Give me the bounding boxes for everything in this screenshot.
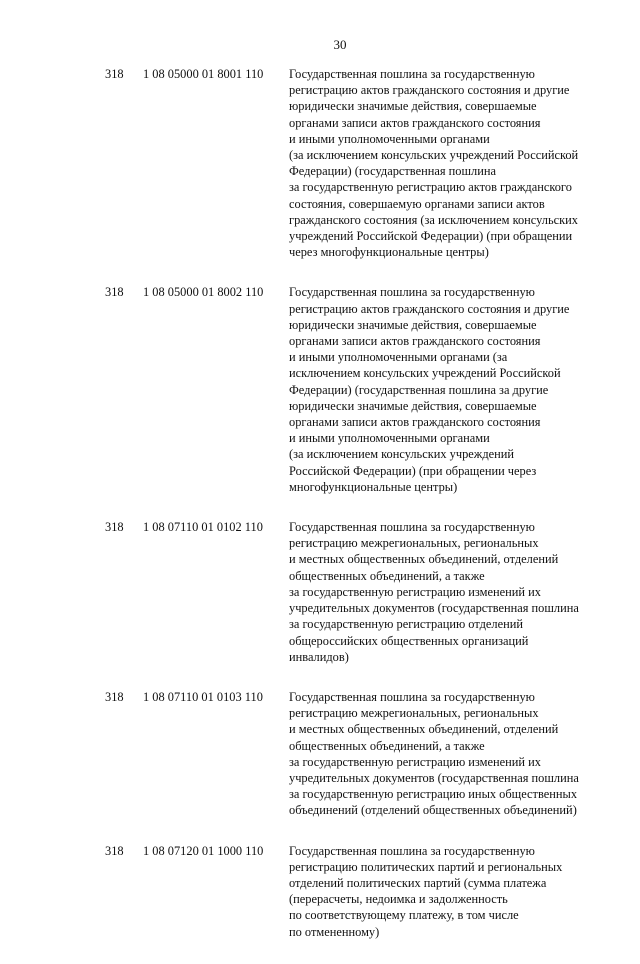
page-number: 30 [333, 37, 347, 52]
description-line: Государственная пошлина за государственную [289, 689, 535, 704]
description-line: отделений политических партий (сумма платежа [289, 875, 547, 890]
description-line: и местных общественных объединений, отделений [289, 552, 559, 567]
kbk-code: 1 08 05000 01 8002 110 [143, 285, 264, 300]
description-line: (за исключением консульских учреждений Российской [289, 148, 579, 163]
description-line: юридически значимые действия, совершаемые [289, 317, 537, 332]
description-line: Российской Федерации) (при обращении через [289, 463, 537, 478]
description-line: (перерасчеты, недоимка и задолженность [289, 892, 508, 907]
admin-code: 318 [105, 285, 124, 300]
description-line: регистрацию межрегиональных, региональных [289, 706, 539, 721]
description-line: юридически значимые действия, совершаемые [289, 398, 537, 413]
kbk-table [0, 66, 640, 964]
row-description [289, 66, 609, 260]
row-description [289, 284, 609, 495]
description-line: общероссийских общественных организаций [289, 633, 529, 648]
admin-code: 318 [105, 843, 124, 858]
description-line: через многофункциональные центры) [289, 245, 489, 260]
description-line: состояния, совершаемую органами записи актов [289, 196, 545, 211]
description-line: по отмененному) [289, 924, 380, 939]
row-description [289, 689, 609, 819]
kbk-code: 1 08 07120 01 1000 110 [143, 843, 264, 858]
description-line: и иными уполномоченными органами [289, 131, 490, 146]
description-line: органами записи актов гражданского состояния [289, 115, 541, 130]
kbk-code: 1 08 05000 01 8001 110 [143, 67, 264, 81]
description-line: за государственную регистрацию актов гражданского [289, 180, 572, 195]
table-row [0, 66, 640, 260]
description-line: инвалидов) [289, 649, 349, 664]
description-line: Государственная пошлина за государственную [289, 520, 535, 535]
description-line: Федерации) (государственная пошлина [289, 164, 496, 179]
description-line: Федерации) (государственная пошлина за другие [289, 382, 549, 397]
description-line: за государственную регистрацию иных общественных [289, 787, 578, 802]
description-line: органами записи актов гражданского состояния [289, 415, 541, 430]
description-line: гражданского состояния (за исключением консульских [289, 212, 578, 227]
description-line: и иными уполномоченными органами (за [289, 350, 508, 365]
description-line: регистрацию актов гражданского состояния и другие [289, 83, 570, 98]
row-description [289, 843, 609, 940]
row-description [289, 519, 609, 665]
description-line: (за исключением консульских учреждений [289, 447, 515, 462]
description-line: за государственную регистрацию изменений их [289, 584, 541, 599]
description-line: Государственная пошлина за государственную [289, 285, 535, 300]
description-line: Государственная пошлина за государственную [289, 67, 535, 81]
kbk-code: 1 08 07110 01 0103 110 [143, 689, 263, 704]
table-row [0, 843, 640, 940]
table-row [0, 519, 640, 665]
description-line: многофункциональные центры) [289, 479, 458, 494]
description-line: и иными уполномоченными органами [289, 431, 490, 446]
table-row [0, 284, 640, 495]
description-line: Государственная пошлина за государственную [289, 843, 535, 858]
kbk-code: 1 08 07110 01 0102 110 [143, 520, 263, 535]
admin-code: 318 [105, 520, 124, 535]
description-line: регистрацию политических партий и региональных [289, 859, 563, 874]
description-line: учредительных документов (государственная пошлина [289, 770, 579, 785]
description-line: органами записи актов гражданского состояния [289, 334, 541, 349]
description-line: учредительных документов (государственная пошлина [289, 601, 579, 616]
description-line: общественных объединений, а также [289, 738, 485, 753]
description-line: регистрацию межрегиональных, региональных [289, 536, 539, 551]
admin-code: 318 [105, 67, 124, 81]
description-line: за государственную регистрацию отделений [289, 617, 523, 632]
description-line: регистрацию актов гражданского состояния и другие [289, 301, 570, 316]
description-line: за государственную регистрацию изменений их [289, 754, 541, 769]
description-line: юридически значимые действия, совершаемые [289, 99, 537, 114]
description-line: исключением консульских учреждений Российской [289, 366, 561, 381]
table-row [0, 689, 640, 819]
admin-code: 318 [105, 689, 124, 704]
description-line: объединений (отделений общественных объединений) [289, 803, 577, 818]
description-line: общественных объединений, а также [289, 568, 485, 583]
description-line: по соответствующему платежу, в том числе [289, 908, 519, 923]
description-line: и местных общественных объединений, отделений [289, 722, 559, 737]
description-line: учреждений Российской Федерации) (при обращении [289, 229, 573, 244]
